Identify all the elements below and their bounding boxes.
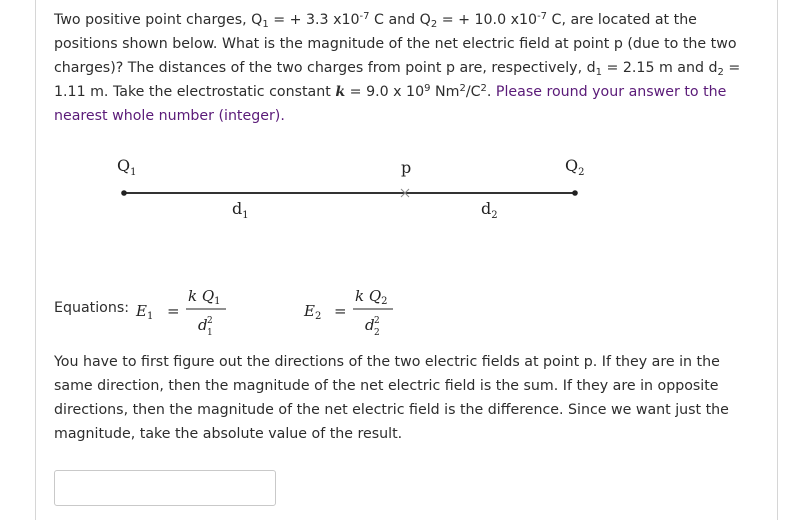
label-d2: $d_2$ xyxy=(481,199,498,221)
label-p: p xyxy=(401,158,412,177)
charge-q2-dot xyxy=(572,190,578,196)
label-q1: $Q_1$ xyxy=(117,156,137,178)
svg-text:1: 1 xyxy=(207,328,213,338)
svg-text:E1: $E_1$ xyxy=(136,302,154,322)
answer-input[interactable] xyxy=(54,470,276,506)
svg-text:d: d xyxy=(365,316,375,334)
label-d1: $d_1$ xyxy=(232,199,249,221)
label-q2: $Q_2$ xyxy=(565,156,585,178)
svg-text:2: 2 xyxy=(207,316,213,326)
question-text: Two positive point charges, $Q_1$ = + 3.3 $x10^{-7}$ C and $Q_2$ = + 10.0 $x10^{-7}$ C, are located at the positions shown below. What is the magnitude of the net electric field at point p (due to the two charges)? The distances of the two charges from point p are, respectively, $d_1 = 2.15$ m and $d_2 = 1.11$ m. Take the electrostatic constant k = 9.0 x $10^9$ $Nm^2/C^2$. Please round your answer to the nearest whole number (integer). xyxy=(54,11,741,124)
equation-e2 xyxy=(303,287,393,338)
svg-text:d: d xyxy=(198,316,208,334)
svg-text:k Q1: k $Q_1$ xyxy=(188,287,221,307)
svg-text:=: = xyxy=(167,302,180,320)
svg-text:2: 2 xyxy=(374,328,380,338)
svg-text:=: = xyxy=(334,302,347,320)
charge-q1-dot xyxy=(121,190,127,196)
hint-text: You have to first figure out the directions of the two electric fields at point p. If they are in the same direction, then the magnitude of the net electric field is the sum. If they are in opposite directions, then the magnitude of the net electric field is the difference. Since we want just the magnitude, take the absolute value of the result. xyxy=(54,354,729,442)
svg-text:E2: $E_2$ xyxy=(304,302,322,322)
equations-label: Equations: xyxy=(54,300,130,316)
svg-text:k Q2: k $Q_2$ xyxy=(355,287,388,307)
equation-e1 xyxy=(135,287,226,338)
svg-text:2: 2 xyxy=(374,316,380,326)
rounding-instruction: Please round your answer to the nearest whole number (integer). xyxy=(54,84,727,124)
